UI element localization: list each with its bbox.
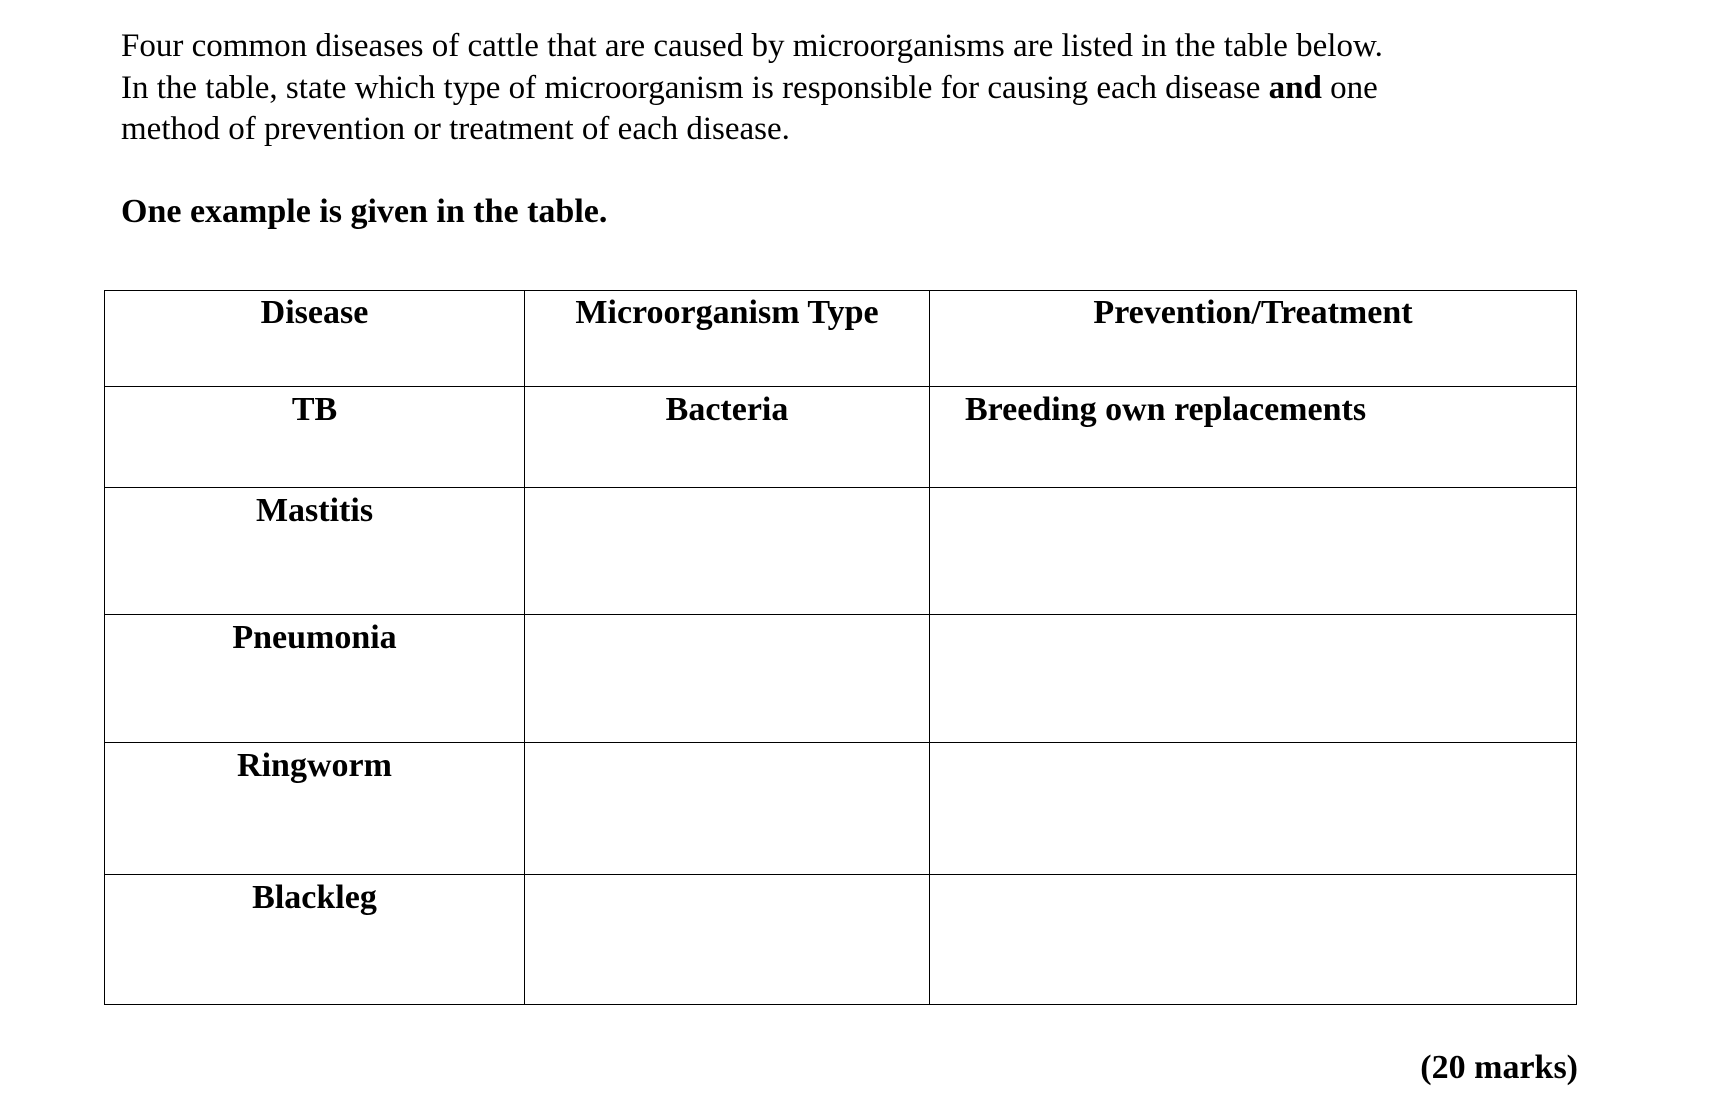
treatment-answer-cell[interactable]	[930, 615, 1577, 743]
disease-cell: Blackleg	[105, 875, 525, 1005]
marks-label: (20 marks)	[1420, 1049, 1578, 1086]
microorganism-answer-cell[interactable]	[525, 875, 930, 1005]
disease-cell: Pneumonia	[105, 615, 525, 743]
disease-cell: TB	[105, 387, 525, 488]
microorganism-answer-cell[interactable]	[525, 488, 930, 615]
microorganism-cell: Bacteria	[525, 387, 930, 488]
header-row	[105, 291, 1577, 387]
question-intro	[121, 26, 1601, 151]
intro-line-2-start: In the table, state which type of microorganism is responsible for causing each disease	[121, 69, 1269, 106]
treatment-answer-cell[interactable]	[930, 488, 1577, 615]
header-microorganism-type: Microorganism Type	[525, 291, 930, 387]
example-note: One example is given in the table.	[121, 193, 608, 230]
table-row	[105, 615, 1577, 743]
treatment-answer-cell[interactable]	[930, 875, 1577, 1005]
microorganism-answer-cell[interactable]	[525, 743, 930, 875]
header-disease: Disease	[105, 291, 525, 387]
table-row	[105, 743, 1577, 875]
disease-cell: Mastitis	[105, 488, 525, 615]
treatment-answer-cell[interactable]	[930, 743, 1577, 875]
intro-line-2-end: one	[1321, 69, 1378, 106]
treatment-cell: Breeding own replacements	[930, 387, 1577, 488]
disease-cell: Ringworm	[105, 743, 525, 875]
intro-line-1: Four common diseases of cattle that are caused by microorganisms are listed in the table below.	[121, 28, 1383, 64]
table-row	[105, 488, 1577, 615]
microorganism-answer-cell[interactable]	[525, 615, 930, 743]
header-prevention-treatment: Prevention/Treatment	[930, 291, 1577, 387]
intro-line-2-bold: and	[1268, 69, 1322, 106]
intro-line-3: method of prevention or treatment of each disease.	[121, 111, 790, 147]
table-row	[105, 875, 1577, 1005]
disease-table	[104, 290, 1577, 1005]
table-row	[105, 387, 1577, 488]
